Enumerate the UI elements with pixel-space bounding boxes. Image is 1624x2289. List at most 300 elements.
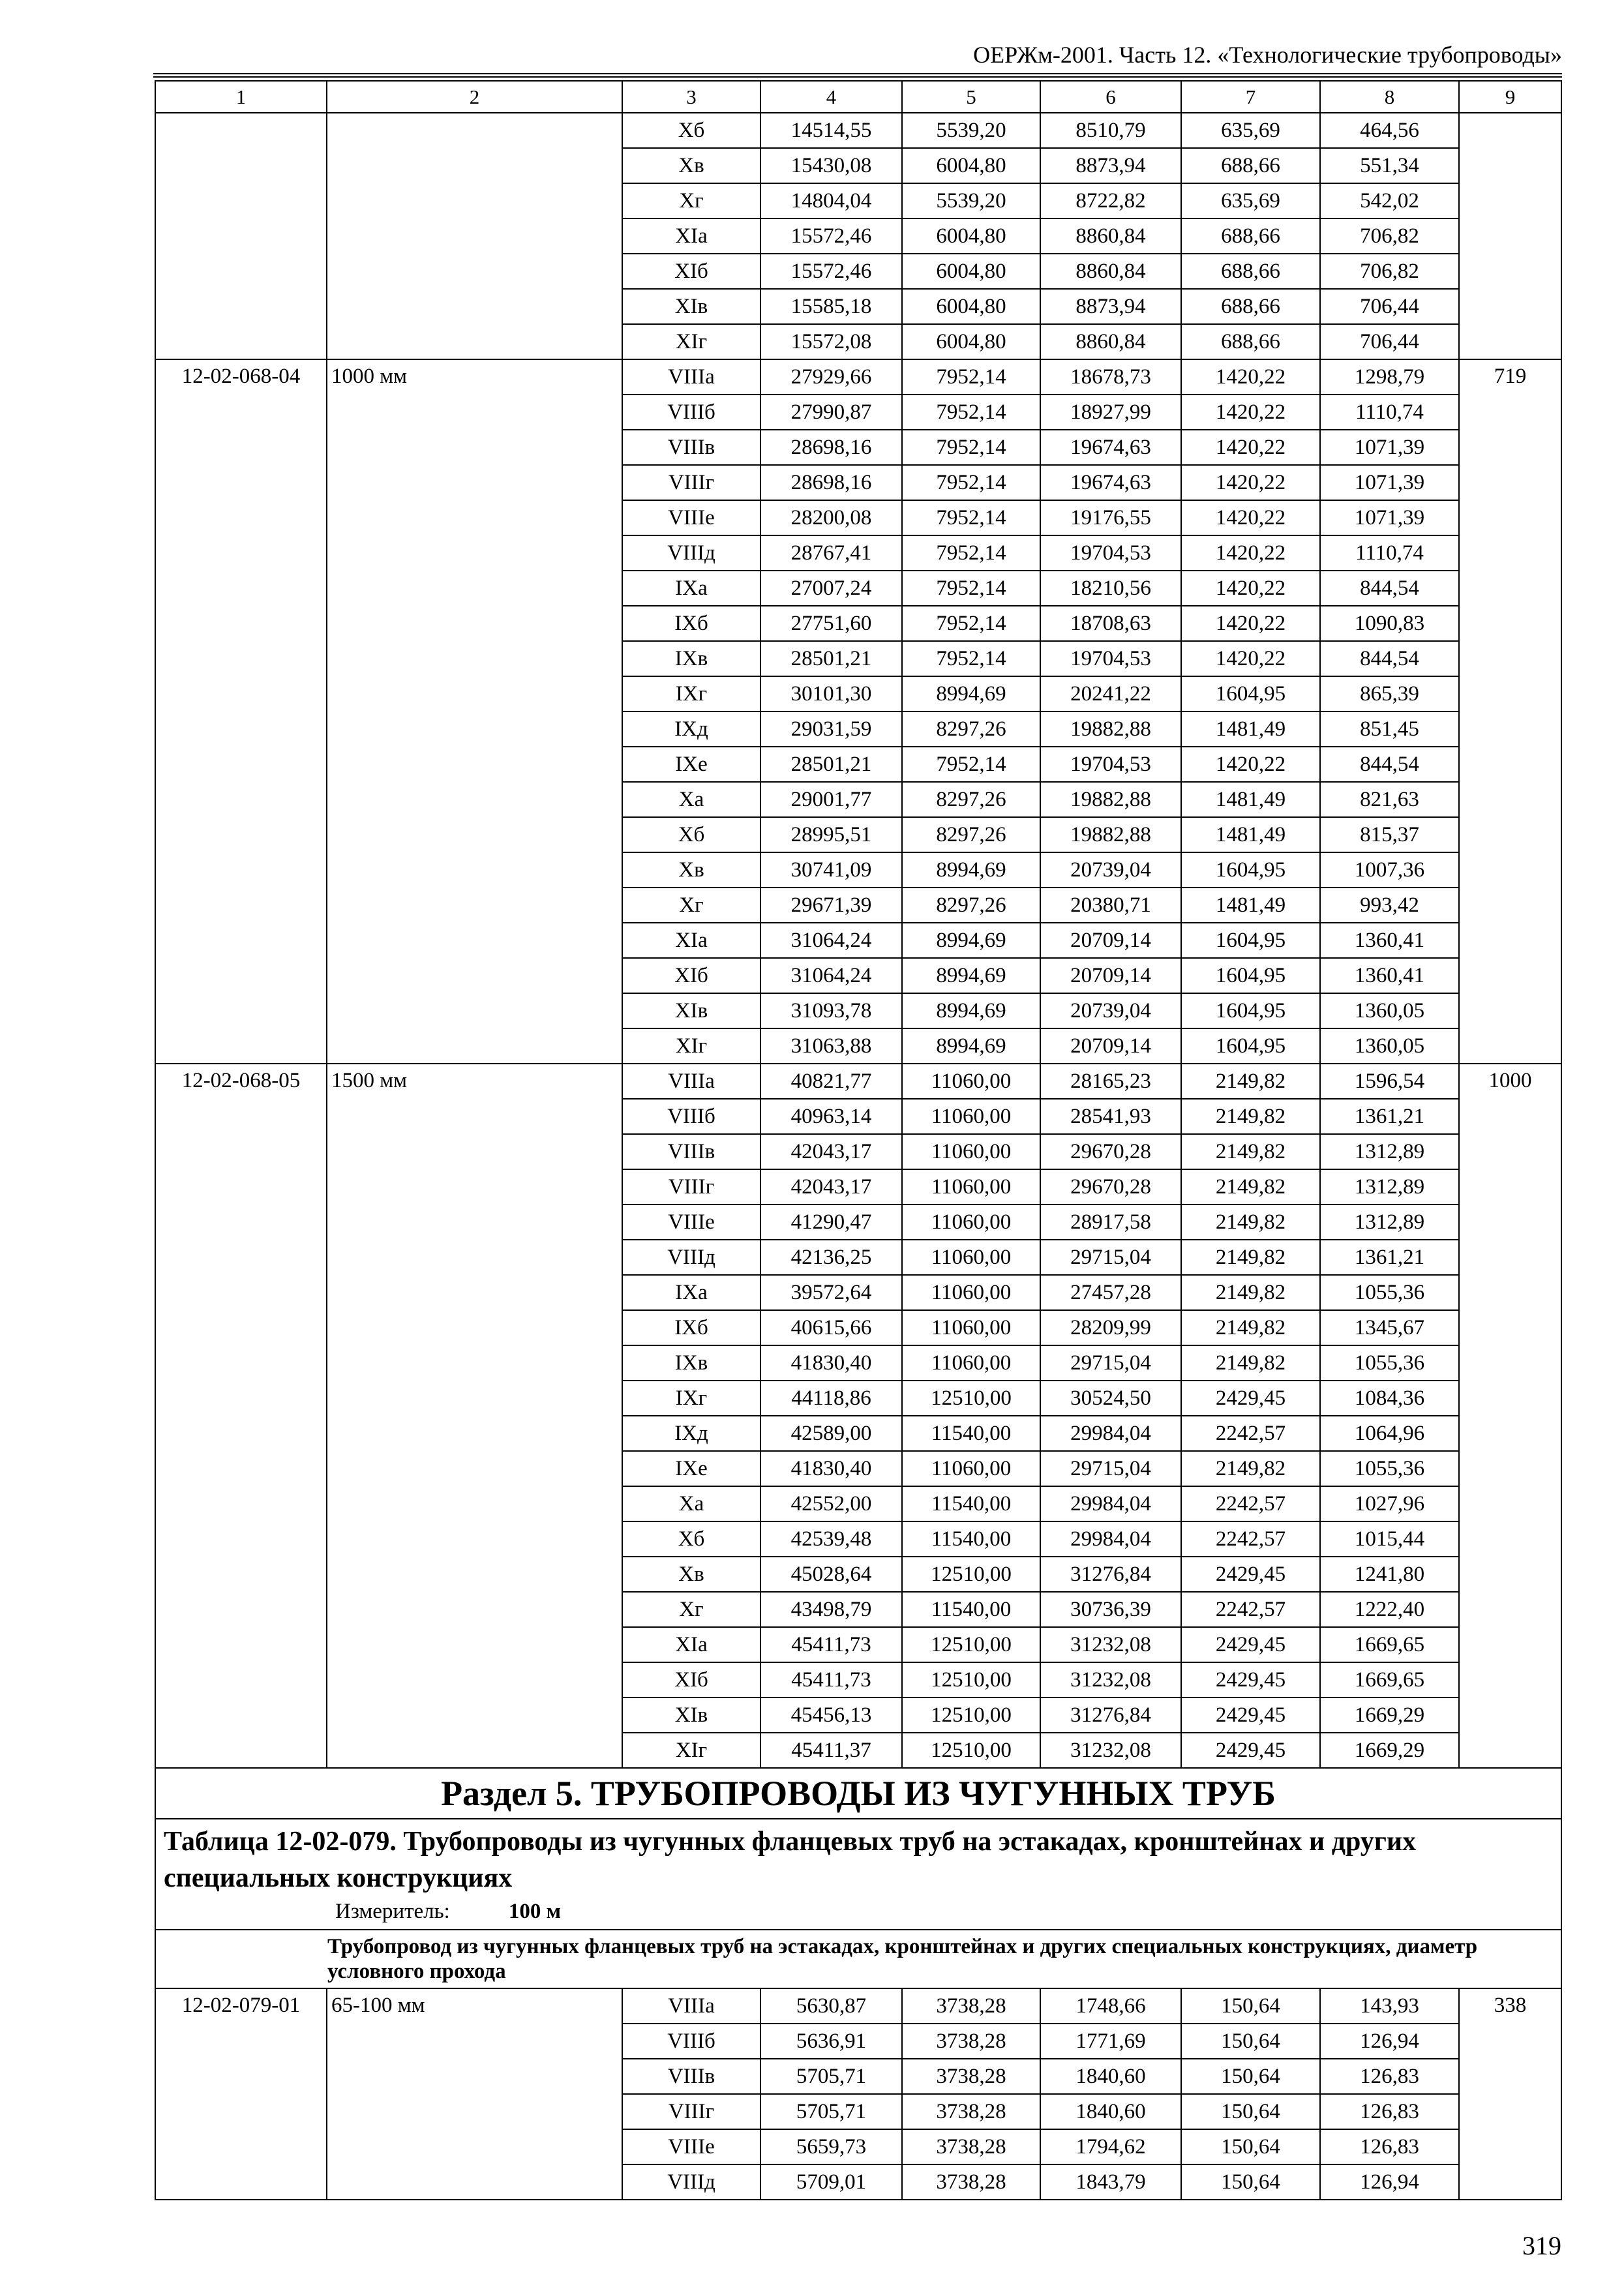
driver-wages-cell: 2429,45 bbox=[1181, 1698, 1320, 1733]
table-row bbox=[155, 1988, 1561, 2024]
wages-cell: 11540,00 bbox=[902, 1486, 1040, 1521]
driver-wages-cell: 2242,57 bbox=[1181, 1416, 1320, 1451]
condition-cell: Xб bbox=[622, 1521, 760, 1557]
total-cost-cell: 5630,87 bbox=[760, 1988, 902, 2024]
measure-label: Измеритель: bbox=[335, 1900, 450, 1923]
driver-wages-cell: 2429,45 bbox=[1181, 1381, 1320, 1416]
machines-cell: 28165,23 bbox=[1040, 1064, 1181, 1099]
materials-cell: 126,83 bbox=[1320, 2094, 1459, 2129]
materials-cell: 1345,67 bbox=[1320, 1310, 1459, 1345]
condition-cell: IXа bbox=[622, 571, 760, 606]
driver-wages-cell: 688,66 bbox=[1181, 218, 1320, 254]
materials-cell: 844,54 bbox=[1320, 747, 1459, 782]
wages-cell: 8297,26 bbox=[902, 817, 1040, 852]
machines-cell: 8873,94 bbox=[1040, 148, 1181, 183]
driver-wages-cell: 1420,22 bbox=[1181, 465, 1320, 500]
driver-wages-cell: 2429,45 bbox=[1181, 1557, 1320, 1592]
condition-cell: Xа bbox=[622, 1486, 760, 1521]
driver-wages-cell: 2149,82 bbox=[1181, 1134, 1320, 1169]
total-cost-cell: 5705,71 bbox=[760, 2059, 902, 2094]
materials-cell: 126,94 bbox=[1320, 2164, 1459, 2200]
total-cost-cell: 28501,21 bbox=[760, 641, 902, 676]
materials-cell: 1298,79 bbox=[1320, 359, 1459, 395]
machines-cell: 29715,04 bbox=[1040, 1451, 1181, 1486]
machines-cell: 18927,99 bbox=[1040, 395, 1181, 430]
col-num: 6 bbox=[1040, 81, 1181, 113]
total-cost-cell: 27007,24 bbox=[760, 571, 902, 606]
total-cost-cell: 28995,51 bbox=[760, 817, 902, 852]
total-cost-cell: 42539,48 bbox=[760, 1521, 902, 1557]
materials-cell: 1360,05 bbox=[1320, 1028, 1459, 1064]
total-cost-cell: 15572,46 bbox=[760, 254, 902, 289]
driver-wages-cell: 1420,22 bbox=[1181, 571, 1320, 606]
wages-cell: 8994,69 bbox=[902, 923, 1040, 958]
driver-wages-cell: 2242,57 bbox=[1181, 1592, 1320, 1627]
materials-cell: 1596,54 bbox=[1320, 1064, 1459, 1099]
driver-wages-cell: 2149,82 bbox=[1181, 1099, 1320, 1134]
driver-wages-cell: 1481,49 bbox=[1181, 782, 1320, 817]
col-num: 7 bbox=[1181, 81, 1320, 113]
machines-cell: 19176,55 bbox=[1040, 500, 1181, 535]
header-rule-2 bbox=[153, 76, 1562, 78]
machines-cell: 19704,53 bbox=[1040, 747, 1181, 782]
condition-cell: VIIIд bbox=[622, 1240, 760, 1275]
machines-cell: 20739,04 bbox=[1040, 852, 1181, 888]
wages-cell: 7952,14 bbox=[902, 535, 1040, 571]
condition-cell: Xг bbox=[622, 183, 760, 218]
section-title: Раздел 5. ТРУБОПРОВОДЫ ИЗ ЧУГУННЫХ ТРУБ bbox=[155, 1768, 1561, 1819]
total-cost-cell: 30741,09 bbox=[760, 852, 902, 888]
materials-cell: 542,02 bbox=[1320, 183, 1459, 218]
measure-line bbox=[164, 1896, 1557, 1926]
total-cost-cell: 5705,71 bbox=[760, 2094, 902, 2129]
driver-wages-cell: 1604,95 bbox=[1181, 993, 1320, 1028]
materials-cell: 1241,80 bbox=[1320, 1557, 1459, 1592]
wages-cell: 12510,00 bbox=[902, 1381, 1040, 1416]
wages-cell: 11060,00 bbox=[902, 1204, 1040, 1240]
condition-cell: Xв bbox=[622, 148, 760, 183]
wages-cell: 12510,00 bbox=[902, 1557, 1040, 1592]
machines-cell: 27457,28 bbox=[1040, 1275, 1181, 1310]
wages-cell: 7952,14 bbox=[902, 571, 1040, 606]
machines-cell: 29670,28 bbox=[1040, 1134, 1181, 1169]
materials-cell: 1015,44 bbox=[1320, 1521, 1459, 1557]
wages-cell: 3738,28 bbox=[902, 2024, 1040, 2059]
wages-cell: 7952,14 bbox=[902, 430, 1040, 465]
condition-cell: XIб bbox=[622, 254, 760, 289]
wages-cell: 11540,00 bbox=[902, 1416, 1040, 1451]
wages-cell: 7952,14 bbox=[902, 500, 1040, 535]
driver-wages-cell: 150,64 bbox=[1181, 2164, 1320, 2200]
machines-cell: 1843,79 bbox=[1040, 2164, 1181, 2200]
condition-cell: XIа bbox=[622, 923, 760, 958]
wages-cell: 7952,14 bbox=[902, 359, 1040, 395]
machines-cell: 8860,84 bbox=[1040, 254, 1181, 289]
machines-cell: 30736,39 bbox=[1040, 1592, 1181, 1627]
total-cost-cell: 41830,40 bbox=[760, 1451, 902, 1486]
total-cost-cell: 27929,66 bbox=[760, 359, 902, 395]
wages-cell: 12510,00 bbox=[902, 1627, 1040, 1662]
machines-cell: 29984,04 bbox=[1040, 1521, 1181, 1557]
condition-cell: VIIIб bbox=[622, 395, 760, 430]
driver-wages-cell: 1604,95 bbox=[1181, 676, 1320, 711]
diameter-label: 1500 мм bbox=[327, 1064, 622, 1768]
condition-cell: VIIIа bbox=[622, 1064, 760, 1099]
total-cost-cell: 5709,01 bbox=[760, 2164, 902, 2200]
materials-cell: 865,39 bbox=[1320, 676, 1459, 711]
condition-cell: XIв bbox=[622, 289, 760, 324]
wages-cell: 7952,14 bbox=[902, 747, 1040, 782]
subheading-row bbox=[155, 1930, 1561, 1988]
condition-cell: Xа bbox=[622, 782, 760, 817]
diameter-label: 65-100 мм bbox=[327, 1988, 622, 2200]
machines-cell: 19882,88 bbox=[1040, 711, 1181, 747]
machines-cell: 20709,14 bbox=[1040, 1028, 1181, 1064]
table-title-cell bbox=[155, 1819, 1561, 1930]
driver-wages-cell: 688,66 bbox=[1181, 289, 1320, 324]
driver-wages-cell: 2149,82 bbox=[1181, 1240, 1320, 1275]
total-cost-cell: 5659,73 bbox=[760, 2129, 902, 2164]
measure-value: 100 м bbox=[508, 1900, 562, 1923]
materials-cell: 1055,36 bbox=[1320, 1275, 1459, 1310]
materials-cell: 126,94 bbox=[1320, 2024, 1459, 2059]
machines-cell: 29715,04 bbox=[1040, 1240, 1181, 1275]
materials-cell: 1071,39 bbox=[1320, 430, 1459, 465]
driver-wages-cell: 150,64 bbox=[1181, 2024, 1320, 2059]
driver-wages-cell: 2429,45 bbox=[1181, 1627, 1320, 1662]
condition-cell: IXд bbox=[622, 711, 760, 747]
wages-cell: 5539,20 bbox=[902, 113, 1040, 148]
wages-cell: 3738,28 bbox=[902, 2094, 1040, 2129]
wages-cell: 12510,00 bbox=[902, 1698, 1040, 1733]
table-row bbox=[155, 113, 1561, 148]
total-cost-cell: 40821,77 bbox=[760, 1064, 902, 1099]
wages-cell: 12510,00 bbox=[902, 1662, 1040, 1698]
total-cost-cell: 15585,18 bbox=[760, 289, 902, 324]
driver-wages-cell: 2242,57 bbox=[1181, 1486, 1320, 1521]
machines-cell: 20241,22 bbox=[1040, 676, 1181, 711]
machines-cell: 20709,14 bbox=[1040, 958, 1181, 993]
materials-cell: 1360,05 bbox=[1320, 993, 1459, 1028]
materials-cell: 706,44 bbox=[1320, 324, 1459, 359]
total-cost-cell: 27990,87 bbox=[760, 395, 902, 430]
machines-cell: 8722,82 bbox=[1040, 183, 1181, 218]
materials-cell: 993,42 bbox=[1320, 888, 1459, 923]
driver-wages-cell: 1420,22 bbox=[1181, 500, 1320, 535]
machines-cell: 20709,14 bbox=[1040, 923, 1181, 958]
condition-cell: VIIIе bbox=[622, 500, 760, 535]
driver-wages-cell: 635,69 bbox=[1181, 113, 1320, 148]
machines-cell: 31232,08 bbox=[1040, 1733, 1181, 1768]
total-cost-cell: 45411,73 bbox=[760, 1627, 902, 1662]
condition-cell: IXб bbox=[622, 1310, 760, 1345]
machines-cell: 1840,60 bbox=[1040, 2059, 1181, 2094]
materials-cell: 1055,36 bbox=[1320, 1345, 1459, 1381]
subheading: Трубопровод из чугунных фланцевых труб на эстакадах, кронштейнах и других специальных конструкциях, диаметр условного прохода bbox=[155, 1930, 1561, 1988]
machines-cell: 18708,63 bbox=[1040, 606, 1181, 641]
materials-cell: 1084,36 bbox=[1320, 1381, 1459, 1416]
materials-cell: 815,37 bbox=[1320, 817, 1459, 852]
condition-cell: VIIIг bbox=[622, 1169, 760, 1204]
materials-cell: 1312,89 bbox=[1320, 1169, 1459, 1204]
wages-cell: 3738,28 bbox=[902, 2059, 1040, 2094]
driver-wages-cell: 150,64 bbox=[1181, 2059, 1320, 2094]
materials-cell: 1361,21 bbox=[1320, 1099, 1459, 1134]
driver-wages-cell: 1420,22 bbox=[1181, 430, 1320, 465]
total-cost-cell: 28501,21 bbox=[760, 747, 902, 782]
total-cost-cell: 40615,66 bbox=[760, 1310, 902, 1345]
driver-wages-cell: 1420,22 bbox=[1181, 641, 1320, 676]
total-cost-cell: 28200,08 bbox=[760, 500, 902, 535]
machines-cell: 30524,50 bbox=[1040, 1381, 1181, 1416]
machines-cell: 28209,99 bbox=[1040, 1310, 1181, 1345]
col-num: 4 bbox=[760, 81, 902, 113]
driver-wages-cell: 2149,82 bbox=[1181, 1275, 1320, 1310]
condition-cell: XIб bbox=[622, 958, 760, 993]
condition-cell: Xб bbox=[622, 113, 760, 148]
materials-cell: 844,54 bbox=[1320, 571, 1459, 606]
materials-cell: 1669,29 bbox=[1320, 1698, 1459, 1733]
materials-cell: 1110,74 bbox=[1320, 395, 1459, 430]
wages-cell: 7952,14 bbox=[902, 606, 1040, 641]
condition-cell: XIв bbox=[622, 1698, 760, 1733]
condition-cell: VIIIе bbox=[622, 1204, 760, 1240]
materials-cell: 551,34 bbox=[1320, 148, 1459, 183]
machines-cell: 8873,94 bbox=[1040, 289, 1181, 324]
wages-cell: 11540,00 bbox=[902, 1521, 1040, 1557]
condition-cell: VIIIа bbox=[622, 359, 760, 395]
driver-wages-cell: 2149,82 bbox=[1181, 1204, 1320, 1240]
machines-cell: 31232,08 bbox=[1040, 1662, 1181, 1698]
total-cost-cell: 30101,30 bbox=[760, 676, 902, 711]
driver-wages-cell: 1604,95 bbox=[1181, 1028, 1320, 1064]
materials-cell: 1007,36 bbox=[1320, 852, 1459, 888]
total-cost-cell: 14804,04 bbox=[760, 183, 902, 218]
total-cost-cell: 15572,46 bbox=[760, 218, 902, 254]
machines-cell: 1794,62 bbox=[1040, 2129, 1181, 2164]
wages-cell: 11060,00 bbox=[902, 1345, 1040, 1381]
materials-cell: 126,83 bbox=[1320, 2129, 1459, 2164]
driver-wages-cell: 1420,22 bbox=[1181, 359, 1320, 395]
materials-cell: 1064,96 bbox=[1320, 1416, 1459, 1451]
driver-wages-cell: 688,66 bbox=[1181, 324, 1320, 359]
materials-cell: 1669,29 bbox=[1320, 1733, 1459, 1768]
machines-cell: 8860,84 bbox=[1040, 218, 1181, 254]
wages-cell: 5539,20 bbox=[902, 183, 1040, 218]
labor-cell: 338 bbox=[1459, 1988, 1561, 2200]
wages-cell: 6004,80 bbox=[902, 218, 1040, 254]
condition-cell: Xг bbox=[622, 888, 760, 923]
total-cost-cell: 41830,40 bbox=[760, 1345, 902, 1381]
column-number-row bbox=[155, 81, 1561, 113]
col-num: 2 bbox=[327, 81, 622, 113]
wages-cell: 8994,69 bbox=[902, 1028, 1040, 1064]
total-cost-cell: 42136,25 bbox=[760, 1240, 902, 1275]
total-cost-cell: 45411,73 bbox=[760, 1662, 902, 1698]
materials-cell: 1312,89 bbox=[1320, 1134, 1459, 1169]
page-number: 319 bbox=[1522, 2231, 1561, 2260]
col-num: 8 bbox=[1320, 81, 1459, 113]
machines-cell: 18210,56 bbox=[1040, 571, 1181, 606]
condition-cell: Xв bbox=[622, 1557, 760, 1592]
condition-cell: IXа bbox=[622, 1275, 760, 1310]
total-cost-cell: 31093,78 bbox=[760, 993, 902, 1028]
driver-wages-cell: 2149,82 bbox=[1181, 1345, 1320, 1381]
materials-cell: 706,44 bbox=[1320, 289, 1459, 324]
total-cost-cell: 28767,41 bbox=[760, 535, 902, 571]
wages-cell: 6004,80 bbox=[902, 254, 1040, 289]
materials-cell: 1071,39 bbox=[1320, 465, 1459, 500]
machines-cell: 29670,28 bbox=[1040, 1169, 1181, 1204]
condition-cell: IXв bbox=[622, 1345, 760, 1381]
wages-cell: 11060,00 bbox=[902, 1451, 1040, 1486]
machines-cell: 20380,71 bbox=[1040, 888, 1181, 923]
machines-cell: 28541,93 bbox=[1040, 1099, 1181, 1134]
driver-wages-cell: 150,64 bbox=[1181, 1988, 1320, 2024]
materials-cell: 1360,41 bbox=[1320, 958, 1459, 993]
rate-code: 12-02-068-04 bbox=[155, 359, 327, 1064]
condition-cell: IXв bbox=[622, 641, 760, 676]
total-cost-cell: 45456,13 bbox=[760, 1698, 902, 1733]
machines-cell: 31276,84 bbox=[1040, 1698, 1181, 1733]
driver-wages-cell: 1481,49 bbox=[1181, 817, 1320, 852]
total-cost-cell: 15430,08 bbox=[760, 148, 902, 183]
condition-cell: Xв bbox=[622, 852, 760, 888]
materials-cell: 821,63 bbox=[1320, 782, 1459, 817]
materials-cell: 1027,96 bbox=[1320, 1486, 1459, 1521]
condition-cell: IXб bbox=[622, 606, 760, 641]
condition-cell: VIIIб bbox=[622, 1099, 760, 1134]
condition-cell: IXг bbox=[622, 1381, 760, 1416]
machines-cell: 8860,84 bbox=[1040, 324, 1181, 359]
page-header: ОЕРЖм-2001. Часть 12. «Технологические трубопроводы» bbox=[973, 42, 1562, 68]
materials-cell: 1361,21 bbox=[1320, 1240, 1459, 1275]
machines-cell: 19674,63 bbox=[1040, 465, 1181, 500]
col-num: 9 bbox=[1459, 81, 1561, 113]
condition-cell: IXе bbox=[622, 747, 760, 782]
total-cost-cell: 45411,37 bbox=[760, 1733, 902, 1768]
wages-cell: 3738,28 bbox=[902, 2164, 1040, 2200]
condition-cell: Xб bbox=[622, 817, 760, 852]
wages-cell: 11060,00 bbox=[902, 1169, 1040, 1204]
machines-cell: 1771,69 bbox=[1040, 2024, 1181, 2059]
total-cost-cell: 15572,08 bbox=[760, 324, 902, 359]
total-cost-cell: 29001,77 bbox=[760, 782, 902, 817]
wages-cell: 11060,00 bbox=[902, 1240, 1040, 1275]
total-cost-cell: 43498,79 bbox=[760, 1592, 902, 1627]
total-cost-cell: 31063,88 bbox=[760, 1028, 902, 1064]
wages-cell: 11060,00 bbox=[902, 1134, 1040, 1169]
total-cost-cell: 27751,60 bbox=[760, 606, 902, 641]
condition-cell: VIIIб bbox=[622, 2024, 760, 2059]
machines-cell: 1840,60 bbox=[1040, 2094, 1181, 2129]
machines-cell: 1748,66 bbox=[1040, 1988, 1181, 2024]
condition-cell: XIв bbox=[622, 993, 760, 1028]
condition-cell: XIг bbox=[622, 1733, 760, 1768]
machines-cell: 19704,53 bbox=[1040, 641, 1181, 676]
driver-wages-cell: 2429,45 bbox=[1181, 1733, 1320, 1768]
condition-cell: IXе bbox=[622, 1451, 760, 1486]
wages-cell: 7952,14 bbox=[902, 465, 1040, 500]
condition-cell: VIIIд bbox=[622, 535, 760, 571]
wages-cell: 8297,26 bbox=[902, 888, 1040, 923]
machines-cell: 19704,53 bbox=[1040, 535, 1181, 571]
driver-wages-cell: 1420,22 bbox=[1181, 747, 1320, 782]
materials-cell: 1222,40 bbox=[1320, 1592, 1459, 1627]
materials-cell: 1055,36 bbox=[1320, 1451, 1459, 1486]
materials-cell: 1360,41 bbox=[1320, 923, 1459, 958]
machines-cell: 31232,08 bbox=[1040, 1627, 1181, 1662]
total-cost-cell: 28698,16 bbox=[760, 465, 902, 500]
condition-cell: VIIIв bbox=[622, 430, 760, 465]
driver-wages-cell: 2429,45 bbox=[1181, 1662, 1320, 1698]
rate-code: 12-02-079-01 bbox=[155, 1988, 327, 2200]
driver-wages-cell: 688,66 bbox=[1181, 148, 1320, 183]
wages-cell: 8994,69 bbox=[902, 958, 1040, 993]
total-cost-cell: 41290,47 bbox=[760, 1204, 902, 1240]
driver-wages-cell: 688,66 bbox=[1181, 254, 1320, 289]
total-cost-cell: 29031,59 bbox=[760, 711, 902, 747]
total-cost-cell: 42589,00 bbox=[760, 1416, 902, 1451]
driver-wages-cell: 1420,22 bbox=[1181, 535, 1320, 571]
machines-cell: 28917,58 bbox=[1040, 1204, 1181, 1240]
table-title-row bbox=[155, 1819, 1561, 1930]
wages-cell: 11060,00 bbox=[902, 1099, 1040, 1134]
condition-cell: XIа bbox=[622, 1627, 760, 1662]
wages-cell: 8994,69 bbox=[902, 852, 1040, 888]
total-cost-cell: 42552,00 bbox=[760, 1486, 902, 1521]
wages-cell: 8297,26 bbox=[902, 782, 1040, 817]
machines-cell: 29715,04 bbox=[1040, 1345, 1181, 1381]
materials-cell: 126,83 bbox=[1320, 2059, 1459, 2094]
driver-wages-cell: 1604,95 bbox=[1181, 852, 1320, 888]
machines-cell: 29984,04 bbox=[1040, 1486, 1181, 1521]
condition-cell: VIIIг bbox=[622, 2094, 760, 2129]
condition-cell: VIIIв bbox=[622, 2059, 760, 2094]
condition-cell: XIа bbox=[622, 218, 760, 254]
driver-wages-cell: 1481,49 bbox=[1181, 888, 1320, 923]
table-title: Таблица 12-02-079. Трубопроводы из чугунных фланцевых труб на эстакадах, кронштейнах и других специальных конструкциях bbox=[164, 1827, 1417, 1893]
rate-code: 12-02-068-05 bbox=[155, 1064, 327, 1768]
wages-cell: 7952,14 bbox=[902, 641, 1040, 676]
condition-cell: VIIIа bbox=[622, 1988, 760, 2024]
driver-wages-cell: 150,64 bbox=[1181, 2129, 1320, 2164]
total-cost-cell: 31064,24 bbox=[760, 923, 902, 958]
total-cost-cell: 42043,17 bbox=[760, 1134, 902, 1169]
header-rule bbox=[153, 73, 1562, 74]
wages-cell: 3738,28 bbox=[902, 1988, 1040, 2024]
wages-cell: 8297,26 bbox=[902, 711, 1040, 747]
total-cost-cell: 40963,14 bbox=[760, 1099, 902, 1134]
total-cost-cell: 14514,55 bbox=[760, 113, 902, 148]
driver-wages-cell: 1604,95 bbox=[1181, 958, 1320, 993]
driver-wages-cell: 1481,49 bbox=[1181, 711, 1320, 747]
wages-cell: 6004,80 bbox=[902, 289, 1040, 324]
machines-cell: 20739,04 bbox=[1040, 993, 1181, 1028]
col-num: 3 bbox=[622, 81, 760, 113]
machines-cell: 31276,84 bbox=[1040, 1557, 1181, 1592]
materials-cell: 1312,89 bbox=[1320, 1204, 1459, 1240]
materials-cell: 143,93 bbox=[1320, 1988, 1459, 2024]
wages-cell: 6004,80 bbox=[902, 148, 1040, 183]
total-cost-cell: 31064,24 bbox=[760, 958, 902, 993]
wages-cell: 12510,00 bbox=[902, 1733, 1040, 1768]
wages-cell: 6004,80 bbox=[902, 324, 1040, 359]
materials-cell: 1669,65 bbox=[1320, 1662, 1459, 1698]
condition-cell: VIIIв bbox=[622, 1134, 760, 1169]
labor-cell: 1000 bbox=[1459, 1064, 1561, 1768]
machines-cell: 19882,88 bbox=[1040, 817, 1181, 852]
